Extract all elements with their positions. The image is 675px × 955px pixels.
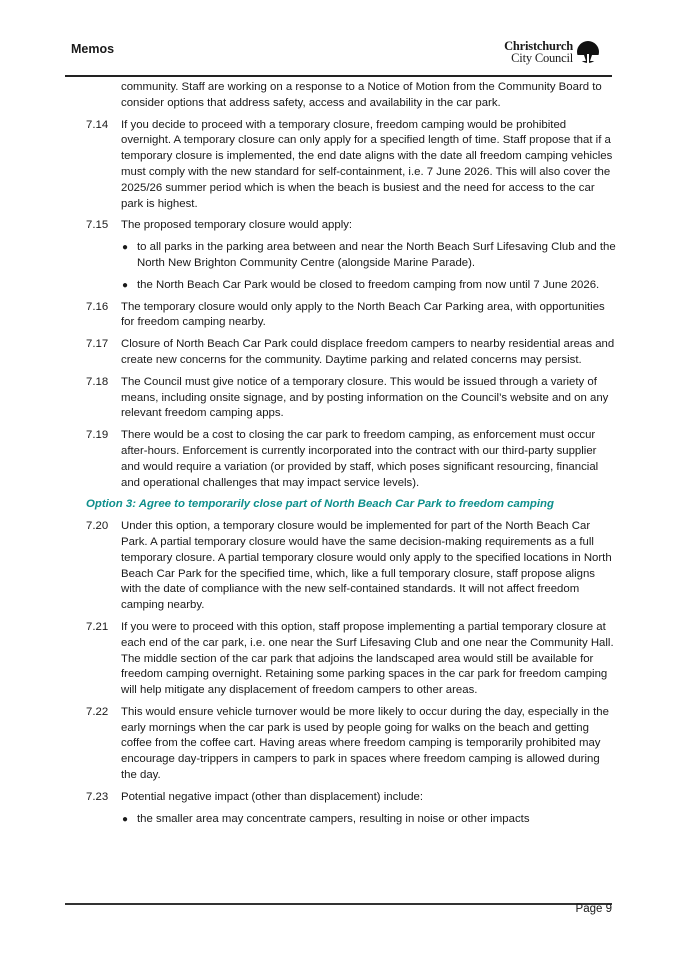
bullet-text: the North Beach Car Park would be closed to freedom camping from now until 7 June 2026. xyxy=(137,278,600,291)
paragraph-text: If you decide to proceed with a temporary closure, freedom camping would be prohibited overnight. A temporary closure can only apply for a specified length of time. Staff propose that if a temporary closure is implemented, the end date aligns with the date all freedom camping vehicles must comply with the new standard for self-containment, i.e. 7 June 2026. This will also cover the 2025/26 summer period which is when the beach is busiest and the need for access to the car park is highest. xyxy=(121,118,613,210)
paragraph-text: Under this option, a temporary closure would be implemented for part of the North Beach Car Park. A partial temporary closure would have the same decision-making requirements as a full temporary closure. A partial temporary closure would only apply to the specified locations in North Beach Car Park for the specified time, which, like a full temporary closure, staff propose aligns with the date of compliance with the new self-contained standards. It will not affect freedom camping nearby. xyxy=(121,520,612,612)
bullet-item xyxy=(72,812,617,828)
paragraph-text: Closure of North Beach Car Park could displace freedom campers to nearby residential areas and create new concerns for the community. Daytime parking and related concerns may persist. xyxy=(121,338,615,366)
paragraph-number: 7.14 xyxy=(86,118,109,131)
paragraph-number: 7.15 xyxy=(86,219,109,232)
paragraph-7-20 xyxy=(72,519,617,614)
paragraph-7-23 xyxy=(72,790,617,806)
paragraph-number: 7.18 xyxy=(86,375,109,388)
paragraph-7-18 xyxy=(72,375,617,422)
paragraph-7-17 xyxy=(72,337,617,369)
bullet-item xyxy=(72,278,617,294)
page-header xyxy=(65,36,612,76)
paragraph-text: This would ensure vehicle turnover would be more likely to occur during the day, especially in the early mornings when the car park is used by people going for walks on the beach and getting coffee from the coffee cart. Having areas where freedom camping is temporarily prohibited may encourage day-trippers in campers to park in spaces where freedom camping is allowed during the day. xyxy=(121,705,609,782)
paragraph-text: There would be a cost to closing the car park to freedom camping, as enforcement must occur after-hours. Enforcement is currently incorporated into the contract with our third-party supplier and would require a variation (or provided by staff, which poses significant resourcing, financial and operational challenges that may impact service levels). xyxy=(121,429,599,489)
bullet-icon: ● xyxy=(122,242,129,254)
paragraph-number: 7.17 xyxy=(86,338,109,351)
logo-text xyxy=(504,40,573,64)
bullet-text: to all parks in the parking area between and near the North Beach Surf Lifesaving Club and the North New Brighton Community Centre (alongside Marine Parade). xyxy=(137,241,616,269)
cathedral-logo-icon xyxy=(576,40,600,64)
paragraph-7-21 xyxy=(72,620,617,699)
bullet-icon: ● xyxy=(122,813,129,825)
paragraph-text: The proposed temporary closure would apply: xyxy=(121,219,353,232)
paragraph-7-19 xyxy=(72,428,617,491)
intro-continuation: community. Staff are working on a response to a Notice of Motion from the Community Board to consider options that address safety, access and availability in the car park. xyxy=(121,81,602,109)
paragraph-number: 7.22 xyxy=(86,705,109,718)
paragraph-number: 7.21 xyxy=(86,620,109,633)
paragraph-7-15 xyxy=(72,218,617,234)
paragraph-number: 7.19 xyxy=(86,429,109,442)
page-number: Page 9 xyxy=(575,903,612,915)
paragraph-text: Potential negative impact (other than displacement) include: xyxy=(121,790,424,803)
paragraph-text: The temporary closure would only apply to the North Beach Car Parking area, with opportunities for freedom camping nearby. xyxy=(121,300,605,329)
bullet-text: the smaller area may concentrate campers, resulting in noise or other impacts xyxy=(137,812,530,825)
option-3-heading: Option 3: Agree to temporarily close part of North Beach Car Park to freedom camping xyxy=(86,498,554,511)
paragraph-text: The Council must give notice of a temporary closure. This would be issued through a variety of means, including onsite signage, and by posting information on the Council’s website and on any relevant freedom camping apps. xyxy=(121,375,609,420)
paragraph-number: 7.20 xyxy=(86,520,109,533)
paragraph-text: If you were to proceed with this option, staff propose implementing a partial temporary closure at each end of the car park, i.e. one near the Surf Lifesaving Club and one near the Community Hall. The middle section of the car park that adjoins the landscaped area would still be available for freedom camping overnight. Retaining some parking spaces in the car park for freedom camping will help mitigate any displacement of freedom campers to other areas. xyxy=(121,620,614,697)
paragraph-7-16 xyxy=(72,300,617,332)
header-rule xyxy=(65,75,612,77)
council-logo xyxy=(504,40,600,64)
paragraph-number: 7.23 xyxy=(86,790,109,803)
paragraph-number: 7.16 xyxy=(86,300,109,313)
logo-line-2: City Council xyxy=(511,51,573,65)
memo-body xyxy=(72,80,617,833)
paragraph-7-22 xyxy=(72,705,617,784)
logo-line-1: Christchurch xyxy=(504,39,573,53)
header-title: Memos xyxy=(71,42,115,56)
footer-rule xyxy=(65,903,612,905)
bullet-icon: ● xyxy=(122,279,129,291)
bullet-item xyxy=(72,240,617,272)
paragraph-7-14 xyxy=(72,118,617,213)
